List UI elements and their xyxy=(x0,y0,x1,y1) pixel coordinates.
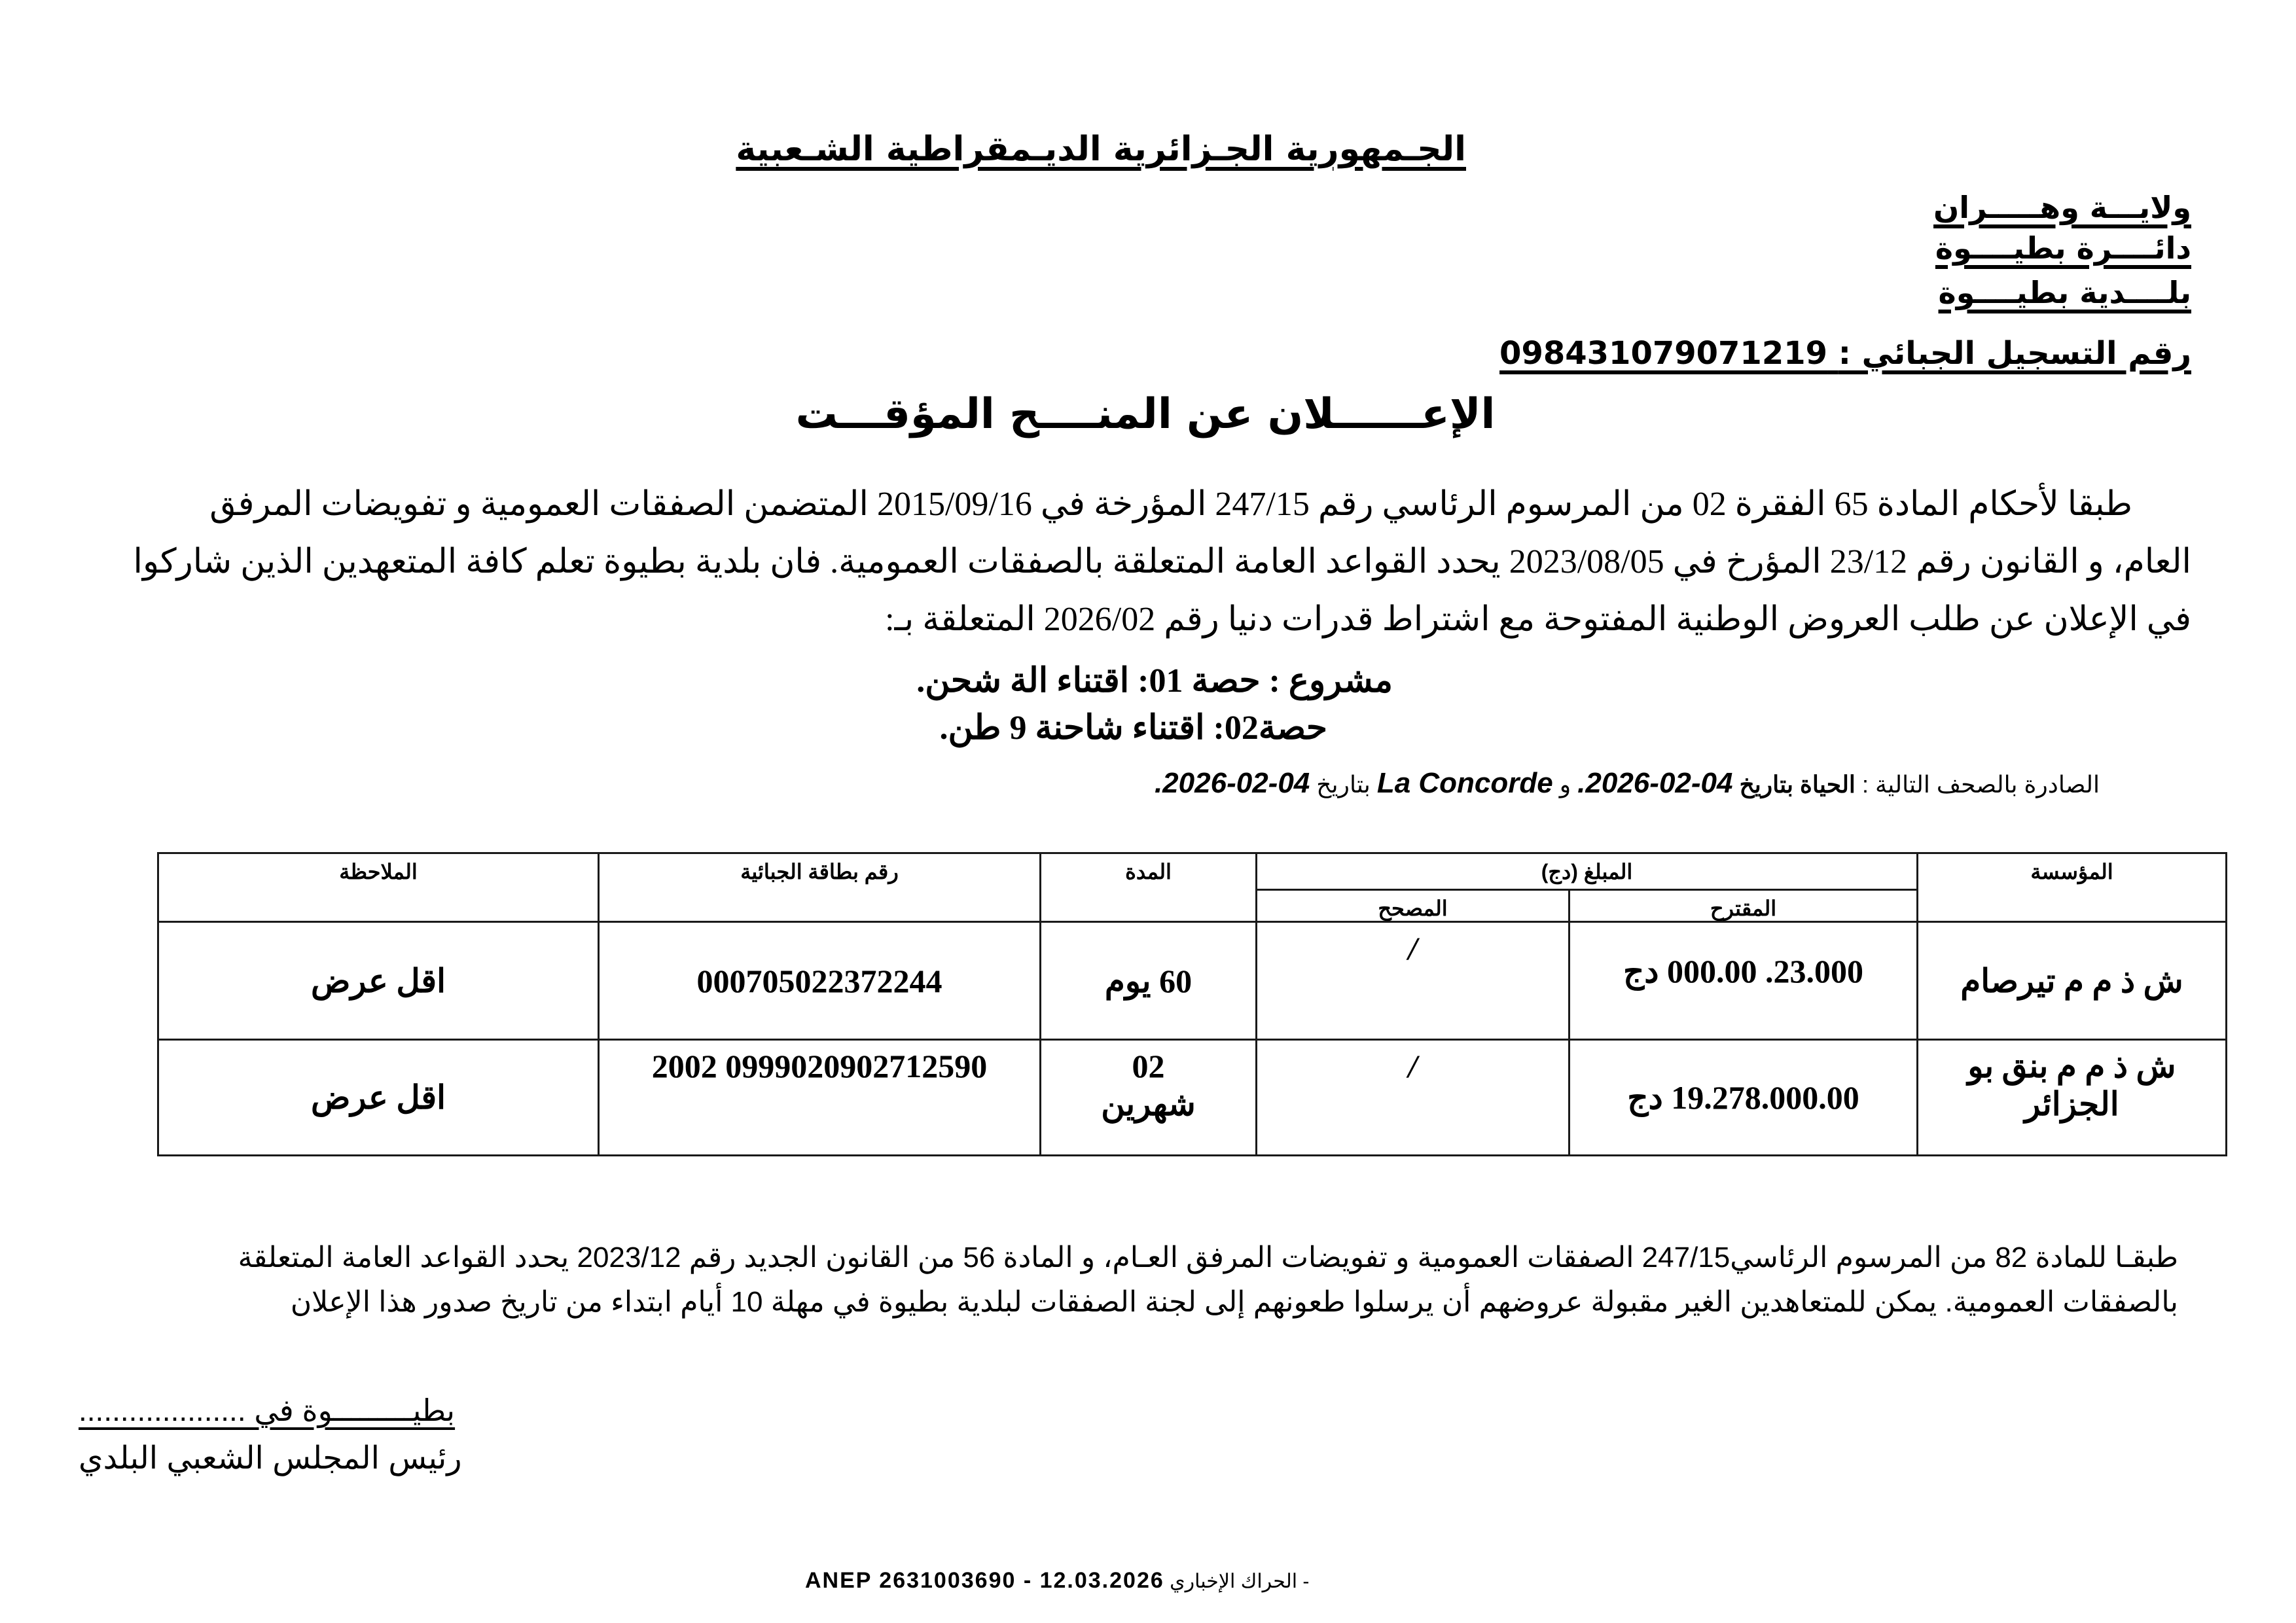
table-row xyxy=(158,1040,2227,1156)
project-lot-1: مشروع : حصة 01: اقتناء الة شحن. xyxy=(916,662,1393,700)
provisional-award-table xyxy=(157,852,2227,1156)
cell-duration: 02 شهرين xyxy=(1041,1040,1257,1156)
republic-heading: الجـمهورية الجـزائرية الديـمقراطية الشـعبية xyxy=(736,130,1466,169)
appeal-line-2: بالصفقات العمومية. يمكن للمتعاهدين الغير مقبولة عروضهم أن يرسلوا طعونهم إلى لجنة الصفقات لبلدية بطيوة في مهلة 10 أيام ابتداء من تاريخ صدور هذا الإعلان xyxy=(290,1286,2178,1318)
header-proposed: المقترح xyxy=(1570,890,1918,922)
intro-line-3: في الإعلان عن طلب العروض الوطنية المفتوحة مع اشتراط قدرات دنيا رقم 2026/02 المتعلقة بـ: xyxy=(885,601,2191,638)
cell-corrected: / xyxy=(1257,922,1570,1040)
publication-prefix: الصادرة بالصحف التالية : xyxy=(1861,771,2100,798)
wilaya-label: ولايـــة وهـــــران xyxy=(1933,190,2191,225)
place-and-date: بطيـــــــــوة في .................... xyxy=(79,1393,456,1427)
newspaper-2: La Concorde xyxy=(1376,767,1553,799)
publication-conjunction: و xyxy=(1559,771,1571,798)
signatory-title: رئيس المجلس الشعبي البلدي xyxy=(79,1441,462,1476)
cell-company: ش ذ م م تيرصام xyxy=(1918,922,2227,1040)
tax-registration-line xyxy=(1499,335,2191,372)
cell-duration: 60 يوم xyxy=(1041,922,1257,1040)
cell-tax-card: 0999020902712590 2002 xyxy=(599,1040,1041,1156)
project-lot-2: حصة02: اقتناء شاحنة 9 طن. xyxy=(939,709,1327,747)
cell-corrected: / xyxy=(1257,1040,1570,1156)
announcement-title: الإعــــــلان عن المنــــح المؤقـــت xyxy=(795,390,1496,438)
footer-source: - الحراك الإخباري xyxy=(1170,1571,1310,1592)
header-amount: المبلغ (دج) xyxy=(1257,853,1918,890)
intro-line-2: العام، و القانون رقم 23/12 المؤرخ في 2023/08/05 يحدد القواعد العامة المتعلقة بالصفقات العمومية. فان بلدية بطيوة تعلم كافة المتعهدين الذين شاركوا xyxy=(133,543,2191,580)
tax-registration-number: 098431079071219 xyxy=(1499,335,1828,372)
cell-remark: اقل عرض xyxy=(158,922,599,1040)
intro-line-1: طبقا لأحكام المادة 65 الفقرة 02 من المرسوم الرئاسي رقم 247/15 المؤرخة في 2015/09/16 المتضمن الصفقات العمومية و تفويضات المرفق xyxy=(209,486,2132,523)
publication-line xyxy=(1155,767,2100,800)
header-duration: المدة xyxy=(1041,853,1257,922)
cell-proposed: 23.000. 000.00 دج xyxy=(1570,922,1918,1040)
header-tax-card: رقم بطاقة الجبائية xyxy=(599,853,1041,922)
appeal-line-1: طبقـا للمادة 82 من المرسوم الرئاسي247/15 الصفقات العمومية و تفويضات المرفق العـام، و المادة 56 من القانون الجديد رقم 2023/12 يحدد القواعد العامة المتعلقة xyxy=(238,1241,2178,1274)
header-remark: الملاحظة xyxy=(158,853,599,922)
newspaper-2-date-label: بتاريخ xyxy=(1316,771,1371,798)
newspaper-1: الحياة بتاريخ xyxy=(1739,771,1856,798)
header-corrected: المصحح xyxy=(1257,890,1570,922)
daira-label: دائــــرة بطيــــوة xyxy=(1935,230,2191,266)
header-company: المؤسسة xyxy=(1918,853,2227,922)
newspaper-2-date: 04-02-2026. xyxy=(1154,767,1310,799)
newspaper-1-date: 04-02-2026. xyxy=(1577,767,1733,799)
cell-company: ش ذ م م بنق بو الجزائر xyxy=(1918,1040,2227,1156)
table-row xyxy=(158,922,2227,1040)
cell-proposed: 19.278.000.00 دج xyxy=(1570,1040,1918,1156)
table-header-row xyxy=(158,853,2227,890)
baladia-label: بلــــدية بطيــــوة xyxy=(1938,275,2191,310)
tax-registration-label: رقم التسجيل الجبائي : xyxy=(1838,335,2191,372)
cell-tax-card: 000705022372244 xyxy=(599,922,1041,1040)
cell-remark: اقل عرض xyxy=(158,1040,599,1156)
anep-reference: ANEP 2631003690 - 12.03.2026 xyxy=(805,1568,1164,1593)
footer xyxy=(805,1568,1309,1594)
